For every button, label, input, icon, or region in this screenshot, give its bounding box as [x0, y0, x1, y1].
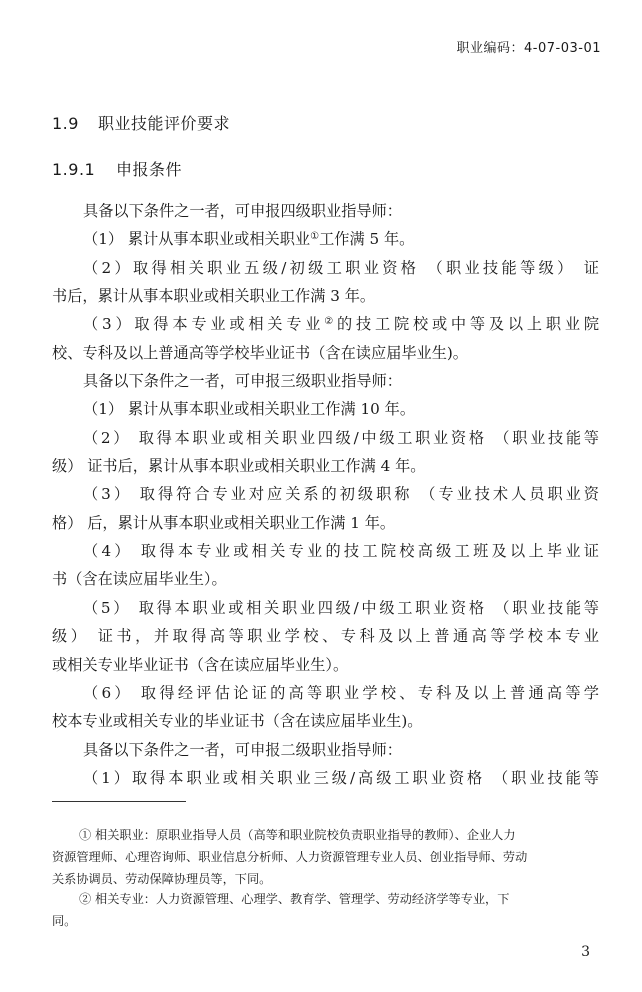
text-span: （3）取得本专业或相关专业	[83, 315, 325, 334]
paragraph-line: （6） 取得经评估论证的高等职业学校、专科及以上普通高等学	[83, 683, 599, 702]
footnote-1	[52, 824, 602, 890]
footnote-line: 资源管理师、心理咨询师、职业信息分析师、人力资源管理专业人员、创业指导师、劳动	[52, 850, 528, 864]
paragraph-line: （1）取得本职业或相关职业三级/高级工职业资格 （职业技能等	[83, 768, 599, 787]
text-span: 工作满 5 年。	[319, 230, 415, 249]
paragraph-line: （5） 取得本职业或相关职业四级/中级工职业资格 （职业技能等	[83, 598, 599, 617]
paragraph-line: 具备以下条件之一者，可申报三级职业指导师：	[83, 372, 402, 391]
footnote-mark-2[interactable]: ②	[324, 316, 338, 328]
paragraph-line: （3） 取得符合专业对应关系的初级职称 （专业技术人员职业资	[83, 485, 599, 504]
section-title: 职业技能评价要求	[98, 114, 231, 133]
footnote-2	[52, 888, 602, 932]
paragraph-line	[52, 310, 599, 338]
subsection-heading	[52, 157, 182, 180]
paragraph-line: 具备以下条件之一者，可申报二级职业指导师：	[83, 740, 402, 759]
subsection-title: 申报条件	[116, 160, 183, 179]
footnote-line: 同。	[52, 914, 77, 928]
paragraph-line: 书（含在读应届毕业生）。	[52, 570, 227, 589]
paragraph-line	[52, 225, 599, 253]
subsection-number: 1.9.1	[52, 160, 96, 179]
footnote-line: 关系协调员、劳动保障协理员等，下同。	[52, 872, 272, 886]
section-heading	[52, 111, 230, 134]
paragraph-line: 级） 证书后，累计从事本职业或相关职业工作满 4 年。	[52, 457, 426, 476]
paragraph-line: 具备以下条件之一者，可申报四级职业指导师：	[83, 202, 402, 220]
text-span: 的技工院校或中等及以上职业院	[337, 315, 599, 334]
paragraph-line: （2） 取得本职业或相关职业四级/中级工职业资格 （职业技能等	[83, 428, 599, 447]
paragraph-line: 或相关专业毕业证书（含在读应届毕业生）。	[52, 655, 349, 674]
footnote-divider	[52, 801, 186, 802]
footnote-line: ② 相关专业：人力资源管理、心理学、教育学、管理学、劳动经济学等专业，下	[79, 892, 510, 906]
page-number: 3	[581, 944, 590, 960]
paragraph-line: （2）取得相关职业五级/初级工职业资格 （职业技能等级） 证	[83, 258, 599, 277]
text-span: （1） 累计从事本职业或相关职业	[83, 230, 311, 249]
paragraph-line: （4） 取得本专业或相关专业的技工院校高级工班及以上毕业证	[83, 542, 599, 561]
paragraph-line: （1） 累计从事本职业或相关职业工作满 10 年。	[83, 400, 416, 419]
paragraph-line: 级） 证书，并取得高等职业学校、专科及以上普通高等学校本专业	[52, 627, 599, 646]
footnote-mark-1[interactable]: ①	[310, 231, 320, 243]
paragraph-line: 格） 后，累计从事本职业或相关职业工作满 1 年。	[52, 513, 396, 532]
paragraph-line: 校、专科及以上普通高等学校毕业证书（含在读应届毕业生)。	[52, 343, 468, 362]
body-text	[52, 197, 599, 792]
footnote-line: ① 相关职业：原职业指导人员（高等和职业院校负责职业指导的教师）、企业人力	[79, 828, 516, 842]
occupation-code: 职业编码：4-07-03-01	[456, 41, 601, 56]
paragraph-line: 书后，累计从事本职业或相关职业工作满 3 年。	[52, 287, 376, 306]
section-number: 1.9	[52, 114, 79, 133]
paragraph-line: 校本专业或相关专业的毕业证书（含在读应届毕业生)。	[52, 712, 423, 731]
